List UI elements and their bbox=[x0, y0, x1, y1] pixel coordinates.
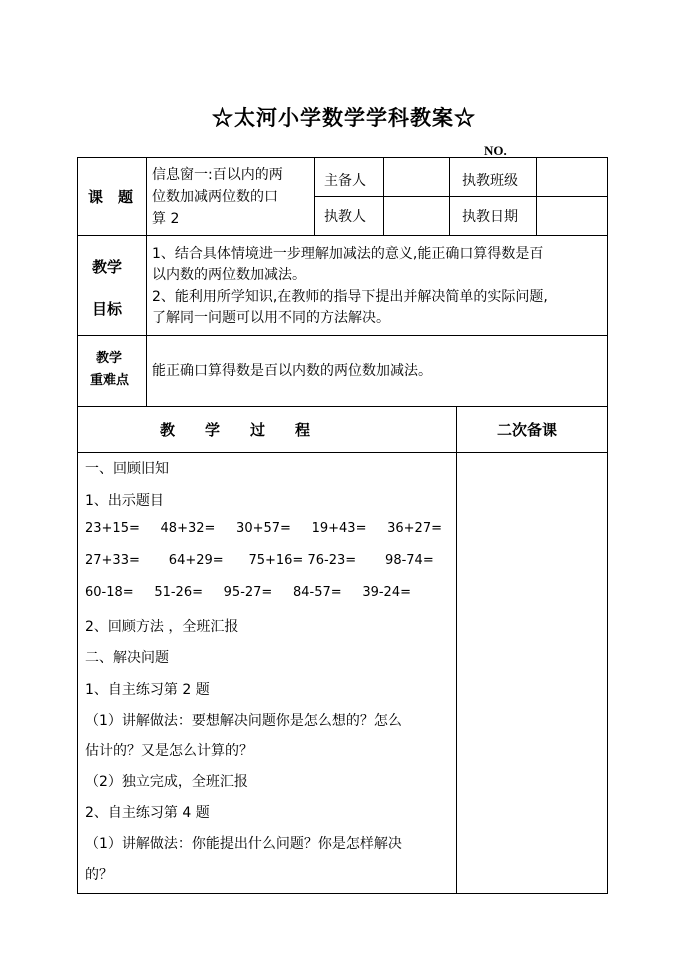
process-header: 教 学 过 程 bbox=[160, 421, 311, 439]
key-points-label-line2: 重难点 bbox=[90, 373, 130, 388]
topic-label: 课 题 bbox=[88, 188, 134, 206]
row-divider bbox=[77, 452, 608, 453]
document-title: ☆太河小学数学学科教案☆ bbox=[212, 105, 476, 130]
row-divider bbox=[314, 196, 608, 197]
process-line: 1、自主练习第 2 题 bbox=[85, 682, 210, 698]
process-line: 估计的？又是怎么计算的？ bbox=[85, 743, 253, 759]
column-divider bbox=[456, 406, 457, 894]
process-line: （2）独立完成，全班汇报 bbox=[85, 774, 248, 790]
key-points-label-line1: 教学 bbox=[96, 351, 123, 366]
row-divider bbox=[77, 406, 608, 407]
process-line: 27+33= 64+29= 75+16= 76-23= 98-74= bbox=[85, 553, 434, 568]
objectives-label-line1: 教学 bbox=[92, 258, 123, 276]
column-divider bbox=[146, 157, 147, 406]
number-label: NO. bbox=[484, 143, 507, 158]
teacher-label: 执教人 bbox=[324, 209, 366, 225]
second-prep-header: 二次备课 bbox=[497, 421, 558, 439]
row-divider bbox=[77, 335, 608, 336]
row-divider bbox=[77, 235, 608, 236]
process-line: （1）讲解做法：要想解决问题你是怎么想的？怎么 bbox=[85, 713, 402, 729]
objective-line-1: 1、结合具体情境进一步理解加减法的意义,能正确口算得数是百 bbox=[152, 246, 544, 262]
process-line: 的？ bbox=[85, 867, 113, 883]
column-divider bbox=[314, 157, 315, 235]
topic-line-3: 算 2 bbox=[152, 211, 180, 227]
objectives-label-line2: 目标 bbox=[92, 300, 123, 318]
topic-line-2: 位数加减两位数的口 bbox=[152, 189, 278, 205]
process-line: 一、回顾旧知 bbox=[85, 461, 169, 477]
process-line: 60-18= 51-26= 95-27= 84-57= 39-24= bbox=[85, 585, 411, 600]
process-line: 2、回顾方法 ，全班汇报 bbox=[85, 619, 239, 635]
objective-line-3: 2、能利用所学知识,在教师的指导下提出并解决简单的实际问题, bbox=[152, 289, 548, 305]
process-line: 1、出示题目 bbox=[85, 493, 164, 509]
topic-line-1: 信息窗一:百以内的两 bbox=[152, 167, 283, 183]
process-line: 二、解决问题 bbox=[85, 650, 169, 666]
class-label: 执教班级 bbox=[462, 173, 518, 189]
column-divider bbox=[536, 157, 537, 235]
column-divider bbox=[383, 157, 384, 235]
column-divider bbox=[449, 157, 450, 235]
date-label: 执教日期 bbox=[462, 209, 518, 225]
process-line: （1）讲解做法：你能提出什么问题？你是怎样解决 bbox=[85, 836, 402, 852]
main-preparer-label: 主备人 bbox=[324, 173, 366, 189]
process-line: 2、自主练习第 4 题 bbox=[85, 805, 210, 821]
process-line: 23+15= 48+32= 30+57= 19+43= 36+27= bbox=[85, 521, 442, 536]
objective-line-4: 了解同一问题可以用不同的方法解决。 bbox=[152, 310, 390, 326]
key-points-text: 能正确口算得数是百以内数的两位数加减法。 bbox=[152, 363, 432, 379]
objective-line-2: 以内数的两位数加减法。 bbox=[152, 267, 306, 283]
